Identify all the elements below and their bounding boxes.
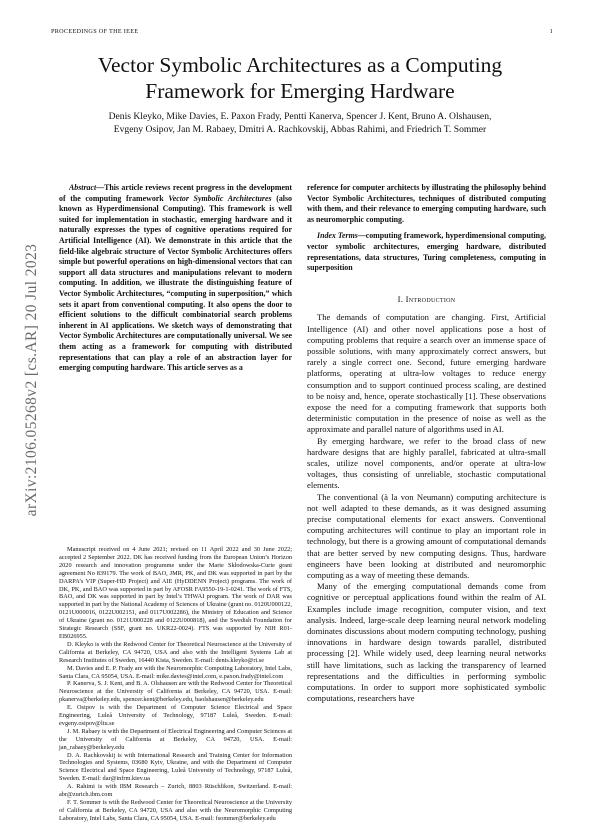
abstract-text-part2: (also known as Hyperdimensional Computing). This framework is well suited for implementation in stochastic, emerging hardware and it naturally expresses the types of cognitive operations required for Artificial Intelligence (AI). We demonstrate in this article that the field-like algebraic structure of Vector Symbolic Architectures offers simple but powerful operations on high-dimensional vectors that can support all data structures and manipulations relevant to modern computing. In addition, we illustrate the distinguishing feature of Vector Symbolic Architectures, “computing in superposition,” which sets it apart from conventional computing. It also opens the door to efficient solutions to the difficult combinatorial search problems inherent in AI applications. We sketch ways of demonstrating that Vector Symbolic Architectures are computationally universal. We see them acting as a framework for computing with distributed representations that can play a role of an abstraction layer for emerging computing hardware. This article serves as a [59,193,292,373]
abstract-text-part1: —This article reviews recent progress in the development of the computing framework [59,183,292,203]
title-line-2: Framework for Emerging Hardware [145,79,455,103]
footnote-affiliation: F. T. Sommer is with the Redwood Center for Theoretical Neuroscience at the University of California at Berkeley, CA 94720, USA and also with the Neuromorphic Computing Laboratory, Intel Labs, Santa Clara, CA 95054, USA. E-mail: fsommer@berkeley.edu [59,799,292,822]
arxiv-identifier-text: arXiv:2106.05268v2 [cs.AR] 20 Jul 2023 [23,243,40,517]
index-terms-lead: Index Terms [317,231,358,241]
footnote-affiliation: A. Rahimi is with IBM Research – Zurich, 8803 Rüschlikon, Switzerland. E-mail: abr@zurich.ibm.com [59,783,292,799]
abstract-lead: Abstract [69,183,97,192]
footnote-affiliation: E. Osipov is with the Department of Computer Science Electrical and Space Engineering, Luleå University of Technology, 97187 Luleå, Sweden. E-mail: evgeny.osipov@ltu.se [59,704,292,727]
footnote-affiliation: M. Davies and E. P. Frady are with the Neuromorphic Computing Laboratory, Intel Labs, Santa Clara, CA 95054, USA. E-mail: mike.davies@intel.com, e.paxon.frady@intel.com [59,664,292,680]
index-terms-text: —computing framework, hyperdimensional computing, vector symbolic architectures, emerging hardware, distributed representations, data structures, Turing completeness, computing in superposition [307,231,546,273]
introduction-body [307,312,546,704]
index-terms [307,231,546,273]
body-paragraph: By emerging hardware, we refer to the broad class of new hardware designs that are highly parallel, fabricated at ultra-small scales, utilize novel components, and/or operate at ultra-low voltages, thus consisting of unreliable, stochastic computational elements. [307,435,546,491]
arxiv-identifier-stamp [12,0,52,776]
abstract-emphasis: Vector Symbolic Architectures [168,193,272,203]
abstract-continuation: reference for computer architects by illustrating the philosophy behind Vector Symbolic Architectures, techniques of distributed computing with them, and their relevance to emerging computing hardware, such as neuromorphic computing. [307,183,546,224]
footnote-affiliation: D. Kleyko is with the Redwood Center for Theoretical Neuroscience at the University of California at Berkeley, CA 94720, USA and also with the Intelligent Systems Lab at Research Institutes of Sweden, 16440 Kista, Sweden. E-mail: denis.kleyko@ri.se [59,640,292,664]
journal-name: PROCEEDINGS OF THE IEEE [51,28,139,35]
body-paragraph: The demands of computation are changing. First, Artificial Intelligence (AI) and other novel applications pose a host of computing problems that require a search over an immense space of possible solutions, with many approximately correct answers, but rarely a single correct one. Second, future emerging hardware platforms, operating at ultra-low voltages to reduce energy consumption and to support continued process scaling, are destined to be noisy and, hence, operate stochastically [1]. These observations expose the need for a computing framework that supports both deterministic computation in the presence of noise as well as the approximate and parallel nature of algorithms used in AI. [307,312,546,435]
authors-line-1: Denis Kleyko, Mike Davies, E. Paxon Frady, Pentti Kanerva, Spencer J. Kent, Bruno A. Olshausen, [108,111,492,122]
footnote-affiliation: P. Kanerva, S. J. Kent, and B. A. Olshausen are with the Redwood Center for Theoretical Neuroscience at the University of California at Berkeley, CA 94720, USA. E-mail: pkanerva@berkeley.edu, spencer.kent@berkeley.edu, baolshausen@berkeley.edu [59,680,292,704]
author-list [65,110,535,136]
section-heading-introduction: I. Introduction [397,293,456,304]
body-paragraph: Many of the emerging computational demands come from cognitive or perceptual applications found within the realm of AI. Examples include image recognition, computer vision, and text analysis. Indeed, large-scale deep learning neural network modeling dominates discussions about modern computing technology, pushing innovations in hardware design towards parallel, distributed processing [2]. While widely used, deep learning neural networks still have limitations, such as lacking the transparency of learned representations and the difficulties in performing symbolic computations. In order to support more sophisticated symbolic computations, researchers have [307,581,546,704]
body-paragraph: The conventional (à la von Neumann) computing architecture is not well adapted to these demands, as it was designed assuming precise computational elements for exact answers. Conventional computing architectures will continue to play an important role in technology, but there is a growing amount of computational demands that are better served by new computing designs. Thus, hardware engineers have been looking at distributed and neuromorphic computing as a way of meeting these demands. [307,491,546,581]
footnote-affiliation: J. M. Rabaey is with the Department of Electrical Engineering and Computer Sciences at the University of California at Berkeley, CA 94720, USA. E-mail: jan_rabaey@berkeley.edu [59,727,292,751]
page-number: 1 [549,28,553,35]
title-line-1: Vector Symbolic Architectures as a Computing [97,53,503,77]
abstract [59,183,292,374]
footnote-funding: Manuscript received on 4 June 2021; revised on 11 April 2022 and 30 June 2022; accepted 2 September 2022. DK has received funding from the European Union’s Horizon 2020 research and innovation programme under the Marie Skłodowska-Curie grant agreement No 839179. The work of BAO, JMR, PK, and DK was supported in part by the DARPA’s VIP (Super-HD Project) and AIE (HyDDENN Project) programs. The work of DK, PK, and BAO was supported in part by AFOSR FA9550-19-1-0241. The work of FTS, BAO, and DK was supported in part by Intel’s THWAI program. The work of DAR was supported in part by the National Academy of Sciences of Ukraine (grant no. 0120U000122, 0121U000016, 0122U002151, and 0117U002286), the Ministry of Education and Science of Ukraine (grant no. 0121U000228 and 0122U000818), and the Swedish Foundation for Strategic Research (SSF, grant no. UKR22-0024). FTS was supported by NIH R01-EB026955. [59,546,292,640]
right-column [307,183,546,704]
footnotes [59,546,292,823]
paper-title [60,52,540,104]
left-column [59,183,292,374]
authors-line-2: Evgeny Osipov, Jan M. Rabaey, Dmitri A. Rachkovskij, Abbas Rahimi, and Friedrich T. Sommer [113,124,487,135]
footnote-affiliation: D. A. Rachkovskij is with International Research and Training Center for Information Technologies and Systems, 03680 Kyiv, Ukraine, and with the Department of Computer Science Electrical and Space Engineering, Luleå University of Technology, 97187 Luleå, Sweden. E-mail: dar@infrm.kiev.ua [59,751,292,783]
